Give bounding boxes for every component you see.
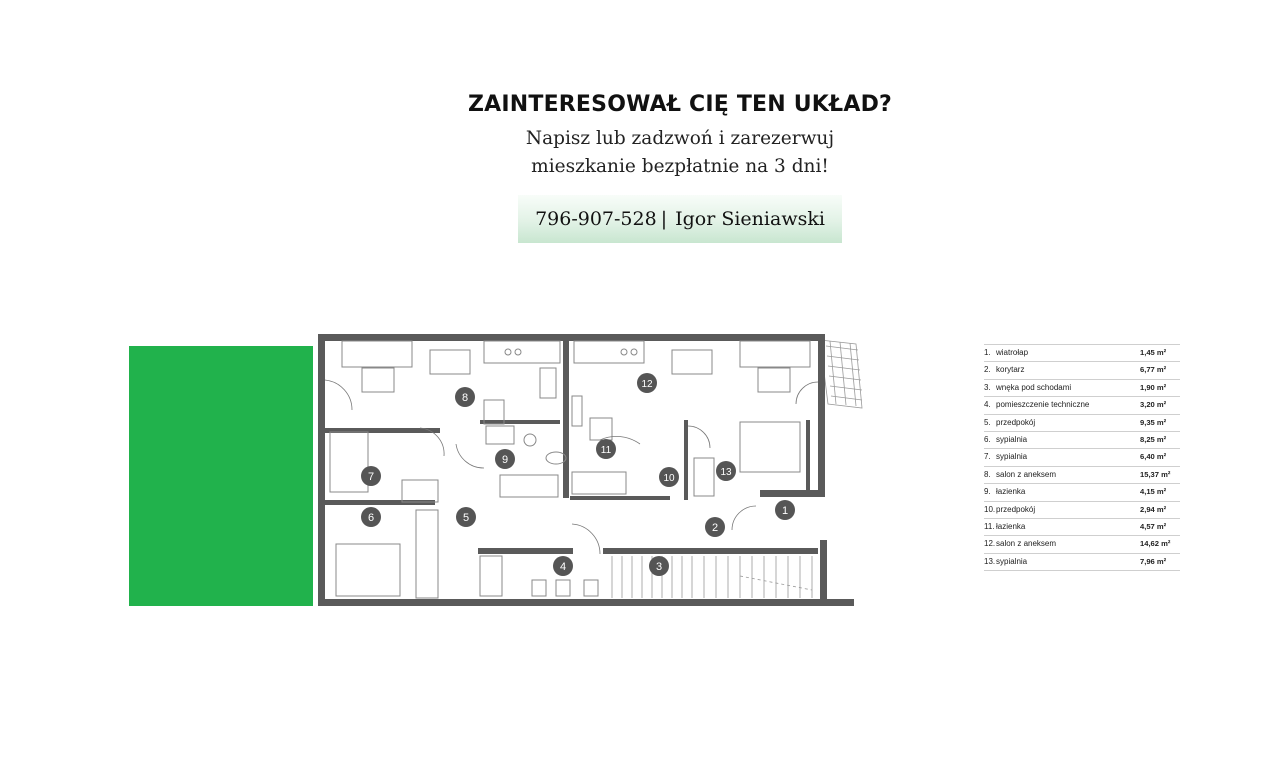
headline: ZAINTERESOWAŁ CIĘ TEN UKŁAD?: [467, 92, 893, 117]
room-marker-9: [495, 449, 515, 469]
room-marker-2: [705, 517, 725, 537]
room-marker-label: 13: [720, 467, 732, 478]
room-num: 10.: [984, 504, 996, 514]
walls: [318, 334, 854, 606]
subheadline-line-2: mieszkanie bezpłatnie na 3 dni!: [531, 156, 829, 177]
contact-separator: |: [660, 208, 668, 230]
room-marker-1: [775, 500, 795, 520]
room-row: [984, 362, 1180, 379]
room-marker-label: 5: [462, 512, 470, 524]
room-row: [984, 344, 1180, 362]
room-marker-12: [637, 373, 657, 393]
room-row: [984, 484, 1180, 501]
room-row: [984, 536, 1180, 553]
subheadline-line-1: Napisz lub zadzwoń i zarezerwuj: [525, 128, 835, 149]
room-area: 14,62 m²: [1140, 539, 1171, 549]
room-area: 15,37 m²: [1140, 469, 1171, 479]
room-num: 5.: [984, 417, 991, 427]
contact-name: Igor Sieniawski: [675, 208, 825, 230]
room-num: 2.: [984, 365, 991, 375]
balcony-hatch: [820, 340, 862, 408]
room-row: [984, 467, 1180, 484]
room-area: 8,25 m²: [1140, 434, 1167, 444]
room-num: 8.: [984, 469, 991, 479]
room-num: 13.: [984, 556, 996, 566]
room-row: [984, 397, 1180, 414]
room-name: sypialnia: [996, 452, 1028, 462]
room-num: 11.: [984, 521, 995, 531]
room-name: wiatrołap: [996, 348, 1029, 357]
room-row: [984, 449, 1180, 466]
room-marker-label: 11: [600, 445, 612, 456]
room-area: 6,40 m²: [1140, 452, 1167, 462]
room-name: przedpokój: [996, 504, 1036, 514]
room-name: sypialnia: [996, 556, 1028, 566]
room-name: sypialnia: [996, 434, 1028, 444]
room-num: 7.: [984, 452, 991, 462]
room-row: [984, 519, 1180, 536]
room-marker-11: [596, 439, 616, 459]
room-marker-label: 4: [559, 561, 567, 573]
room-marker-label: 7: [367, 471, 375, 483]
room-num: 3.: [984, 382, 991, 392]
room-area: 9,35 m²: [1140, 417, 1167, 427]
room-marker-label: 6: [367, 512, 375, 524]
room-name: łazienka: [996, 521, 1026, 531]
room-name: salon z aneksem: [996, 469, 1057, 479]
room-num: 4.: [984, 400, 991, 410]
room-name: salon z aneksem: [996, 539, 1057, 549]
room-row: [984, 502, 1180, 519]
room-area: 6,77 m²: [1140, 365, 1167, 375]
room-marker-10: [659, 467, 679, 487]
room-num: 12.: [984, 539, 996, 549]
room-marker-label: 1: [781, 505, 789, 517]
room-num: 1.: [984, 348, 991, 357]
room-marker-6: [361, 507, 381, 527]
room-name: wnęka pod schodami: [996, 382, 1072, 392]
room-area: 1,45 m²: [1140, 348, 1167, 357]
room-marker-label: 9: [501, 454, 509, 466]
room-marker-13: [716, 461, 736, 481]
room-row: [984, 415, 1180, 432]
room-marker-label: 12: [641, 379, 653, 390]
room-area: 4,57 m²: [1140, 521, 1167, 531]
room-area: 3,20 m²: [1140, 400, 1167, 410]
room-name: pomieszczenie techniczne: [996, 400, 1090, 410]
room-num: 6.: [984, 434, 991, 444]
room-name: korytarz: [996, 365, 1025, 375]
room-marker-5: [456, 507, 476, 527]
contact-phone[interactable]: 796-907-528: [535, 208, 657, 230]
room-marker-7: [361, 466, 381, 486]
room-area: 1,90 m²: [1140, 382, 1167, 392]
room-marker-label: 2: [711, 522, 719, 534]
room-area-table: [984, 344, 1180, 571]
room-area: 4,15 m²: [1140, 487, 1167, 497]
room-area: 7,96 m²: [1140, 556, 1167, 566]
room-marker-3: [649, 556, 669, 576]
room-num: 9.: [984, 487, 991, 497]
stairs: [612, 556, 812, 598]
room-marker-4: [553, 556, 573, 576]
room-markers: [361, 373, 795, 576]
room-row: [984, 432, 1180, 449]
room-row: [984, 554, 1180, 571]
room-marker-label: 10: [663, 473, 675, 484]
room-marker-label: 3: [655, 561, 663, 573]
room-marker-8: [455, 387, 475, 407]
room-marker-label: 8: [461, 392, 469, 404]
room-row: [984, 380, 1180, 397]
room-name: łazienka: [996, 487, 1026, 497]
room-area: 2,94 m²: [1140, 504, 1167, 514]
room-name: przedpokój: [996, 417, 1036, 427]
